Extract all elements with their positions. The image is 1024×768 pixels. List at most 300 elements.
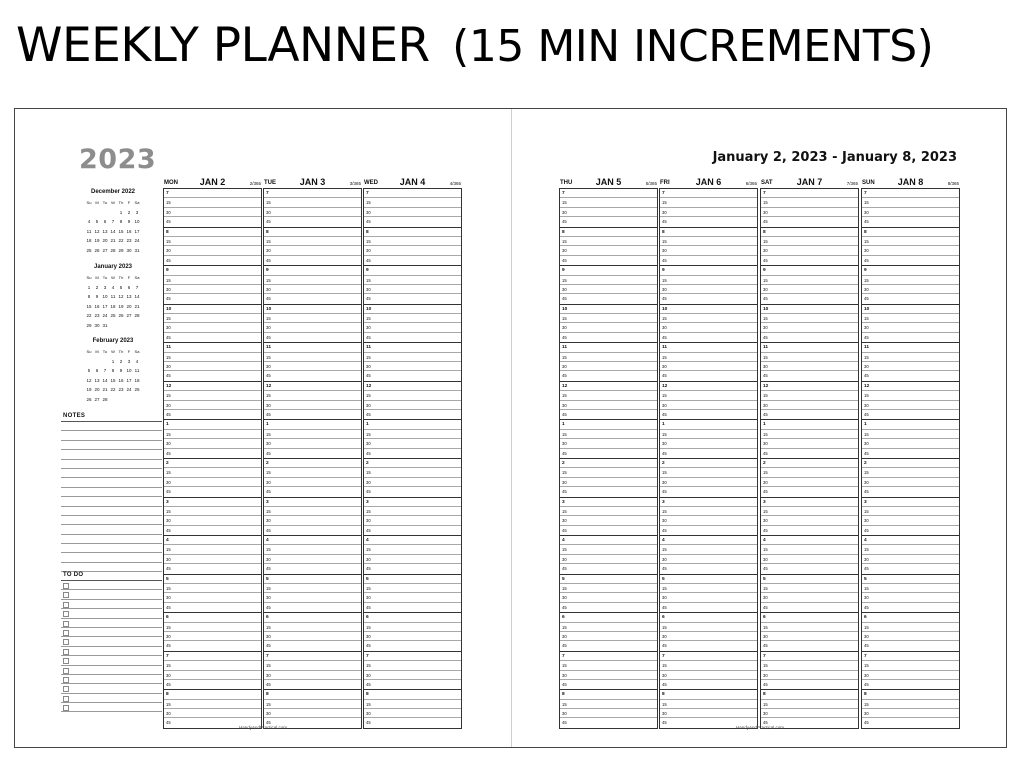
time-slot-hour[interactable]: 7	[164, 652, 261, 661]
time-slot-hour[interactable]: 10	[660, 305, 757, 314]
time-slot-hour[interactable]: 8	[164, 690, 261, 699]
todo-item[interactable]	[61, 684, 162, 693]
note-line[interactable]	[61, 497, 162, 506]
time-slot-quarter[interactable]: 15	[364, 353, 461, 362]
time-slot-quarter[interactable]: 30	[264, 246, 361, 255]
time-slot-quarter[interactable]: 45	[864, 334, 869, 340]
time-slot-quarter[interactable]: 45	[166, 720, 171, 726]
time-slot-quarter[interactable]: 30	[364, 632, 461, 641]
checkbox-icon[interactable]	[63, 658, 69, 664]
time-slot-quarter[interactable]: 45	[864, 257, 869, 263]
time-slot-quarter[interactable]: 30	[264, 632, 361, 641]
time-slot-quarter[interactable]: 30	[164, 246, 261, 255]
time-slot-hour[interactable]: 1	[164, 420, 261, 429]
time-slot-hour[interactable]: 11	[862, 343, 959, 352]
time-slot-hour[interactable]: 5	[862, 575, 959, 584]
time-slot-hour[interactable]: 7	[761, 189, 858, 198]
time-slot-hour[interactable]: 6	[164, 613, 261, 622]
time-slot-quarter[interactable]: 15	[264, 276, 361, 285]
time-slot-quarter[interactable]: 45	[166, 373, 171, 379]
time-slot-quarter[interactable]: 45	[562, 411, 567, 417]
time-slot-quarter[interactable]: 15	[862, 430, 959, 439]
time-slot-quarter[interactable]: 15	[364, 468, 461, 477]
time-slot-hour[interactable]: 3	[660, 498, 757, 507]
note-line[interactable]	[61, 563, 162, 572]
time-slot-quarter[interactable]: 30	[164, 555, 261, 564]
time-slot-hour[interactable]: 4	[364, 536, 461, 545]
time-slot-hour[interactable]: 1	[761, 420, 858, 429]
checkbox-icon[interactable]	[63, 677, 69, 683]
time-slot-quarter[interactable]: 45	[266, 257, 271, 263]
time-slot-quarter[interactable]: 45	[266, 411, 271, 417]
time-slot-hour[interactable]: 11	[660, 343, 757, 352]
time-slot-quarter[interactable]: 45	[266, 450, 271, 456]
time-slot-hour[interactable]: 2	[862, 459, 959, 468]
time-slot-quarter[interactable]: 15	[164, 314, 261, 323]
time-slot-quarter[interactable]: 45	[266, 489, 271, 495]
time-slot-hour[interactable]: 11	[164, 343, 261, 352]
time-slot-hour[interactable]: 12	[761, 382, 858, 391]
note-line[interactable]	[61, 469, 162, 478]
time-slot-hour[interactable]: 2	[761, 459, 858, 468]
time-slot-quarter[interactable]: 30	[560, 246, 657, 255]
time-slot-quarter[interactable]: 45	[366, 681, 371, 687]
time-slot-quarter[interactable]: 15	[164, 353, 261, 362]
time-slot-quarter[interactable]: 30	[364, 516, 461, 525]
time-slot-quarter[interactable]: 15	[364, 545, 461, 554]
time-slot-quarter[interactable]: 45	[366, 450, 371, 456]
time-slot-quarter[interactable]: 15	[862, 198, 959, 207]
time-slot-quarter[interactable]: 30	[264, 671, 361, 680]
time-slot-hour[interactable]: 12	[862, 382, 959, 391]
time-slot-quarter[interactable]: 15	[660, 623, 757, 632]
time-slot-hour[interactable]: 3	[560, 498, 657, 507]
time-slot-quarter[interactable]: 30	[761, 439, 858, 448]
time-slot-quarter[interactable]: 45	[864, 681, 869, 687]
time-slot-quarter[interactable]: 30	[862, 323, 959, 332]
time-slot-quarter[interactable]: 45	[562, 334, 567, 340]
time-slot-quarter[interactable]: 15	[862, 700, 959, 709]
time-slot-quarter[interactable]: 30	[660, 323, 757, 332]
time-slot-quarter[interactable]: 15	[560, 430, 657, 439]
time-slot-quarter[interactable]: 15	[264, 430, 361, 439]
time-slot-hour[interactable]: 4	[560, 536, 657, 545]
note-line[interactable]	[61, 450, 162, 459]
time-slot-hour[interactable]: 1	[264, 420, 361, 429]
time-slot-quarter[interactable]: 45	[763, 604, 768, 610]
time-slot-hour[interactable]: 4	[264, 536, 361, 545]
time-slot-quarter[interactable]: 15	[364, 391, 461, 400]
time-slot-quarter[interactable]: 45	[864, 450, 869, 456]
time-slot-quarter[interactable]: 30	[761, 246, 858, 255]
time-slot-quarter[interactable]: 45	[662, 720, 667, 726]
time-slot-quarter[interactable]: 30	[264, 555, 361, 564]
time-slot-quarter[interactable]: 30	[364, 362, 461, 371]
time-slot-quarter[interactable]: 45	[366, 527, 371, 533]
time-slot-quarter[interactable]: 30	[560, 362, 657, 371]
time-slot-hour[interactable]: 10	[164, 305, 261, 314]
time-slot-quarter[interactable]: 30	[164, 323, 261, 332]
time-slot-quarter[interactable]: 15	[164, 198, 261, 207]
time-slot-quarter[interactable]: 45	[763, 257, 768, 263]
time-slot-quarter[interactable]: 45	[366, 334, 371, 340]
time-slot-quarter[interactable]: 45	[864, 219, 869, 225]
time-slot-quarter[interactable]: 45	[366, 566, 371, 572]
note-line[interactable]	[61, 525, 162, 534]
checkbox-icon[interactable]	[63, 668, 69, 674]
time-slot-hour[interactable]: 6	[364, 613, 461, 622]
time-slot-quarter[interactable]: 30	[761, 555, 858, 564]
checkbox-icon[interactable]	[63, 705, 69, 711]
note-line[interactable]	[61, 478, 162, 487]
time-slot-quarter[interactable]: 45	[562, 373, 567, 379]
time-slot-quarter[interactable]: 15	[164, 661, 261, 670]
time-slot-quarter[interactable]: 15	[560, 314, 657, 323]
time-slot-hour[interactable]: 2	[660, 459, 757, 468]
time-slot-quarter[interactable]: 15	[660, 276, 757, 285]
time-slot-hour[interactable]: 3	[264, 498, 361, 507]
time-slot-hour[interactable]: 6	[862, 613, 959, 622]
time-slot-quarter[interactable]: 45	[366, 296, 371, 302]
time-slot-quarter[interactable]: 15	[264, 468, 361, 477]
time-slot-quarter[interactable]: 30	[164, 671, 261, 680]
time-slot-quarter[interactable]: 15	[164, 430, 261, 439]
time-slot-quarter[interactable]: 15	[560, 198, 657, 207]
time-slot-quarter[interactable]: 15	[862, 661, 959, 670]
time-slot-quarter[interactable]: 30	[364, 246, 461, 255]
time-slot-quarter[interactable]: 30	[862, 439, 959, 448]
time-slot-quarter[interactable]: 15	[164, 468, 261, 477]
time-slot-quarter[interactable]: 30	[761, 323, 858, 332]
time-slot-quarter[interactable]: 15	[862, 391, 959, 400]
time-slot-quarter[interactable]: 30	[660, 401, 757, 410]
time-slot-quarter[interactable]: 30	[862, 632, 959, 641]
time-slot-quarter[interactable]: 30	[862, 208, 959, 217]
time-slot-quarter[interactable]: 30	[660, 439, 757, 448]
time-slot-quarter[interactable]: 15	[264, 237, 361, 246]
time-slot-hour[interactable]: 3	[364, 498, 461, 507]
time-slot-quarter[interactable]: 30	[560, 478, 657, 487]
time-slot-quarter[interactable]: 45	[266, 604, 271, 610]
time-slot-quarter[interactable]: 15	[761, 276, 858, 285]
time-slot-quarter[interactable]: 15	[264, 353, 361, 362]
time-slot-quarter[interactable]: 45	[662, 219, 667, 225]
checkbox-icon[interactable]	[63, 611, 69, 617]
time-slot-hour[interactable]: 1	[862, 420, 959, 429]
todo-item[interactable]	[61, 628, 162, 637]
time-slot-hour[interactable]: 8	[660, 228, 757, 237]
time-slot-quarter[interactable]: 30	[560, 285, 657, 294]
time-slot-hour[interactable]: 8	[264, 690, 361, 699]
time-slot-quarter[interactable]: 45	[662, 681, 667, 687]
time-slot-quarter[interactable]: 30	[862, 555, 959, 564]
note-line[interactable]	[61, 544, 162, 553]
time-slot-quarter[interactable]: 30	[264, 362, 361, 371]
time-slot-hour[interactable]: 7	[264, 652, 361, 661]
time-slot-quarter[interactable]: 45	[662, 604, 667, 610]
time-slot-hour[interactable]: 7	[364, 652, 461, 661]
time-slot-quarter[interactable]: 45	[763, 643, 768, 649]
time-slot-quarter[interactable]: 15	[862, 314, 959, 323]
time-slot-quarter[interactable]: 45	[166, 489, 171, 495]
time-slot-quarter[interactable]: 30	[264, 285, 361, 294]
note-line[interactable]	[61, 516, 162, 525]
time-slot-quarter[interactable]: 45	[266, 681, 271, 687]
time-slot-quarter[interactable]: 45	[864, 527, 869, 533]
time-slot-quarter[interactable]: 30	[862, 285, 959, 294]
time-slot-hour[interactable]: 5	[264, 575, 361, 584]
time-slot-quarter[interactable]: 15	[264, 661, 361, 670]
time-slot-quarter[interactable]: 30	[660, 593, 757, 602]
time-slot-quarter[interactable]: 45	[166, 257, 171, 263]
time-slot-quarter[interactable]: 15	[560, 623, 657, 632]
todo-item[interactable]	[61, 647, 162, 656]
time-slot-quarter[interactable]: 30	[660, 709, 757, 718]
time-slot-quarter[interactable]: 15	[560, 584, 657, 593]
time-slot-quarter[interactable]: 15	[364, 584, 461, 593]
time-slot-quarter[interactable]: 15	[660, 198, 757, 207]
time-slot-quarter[interactable]: 45	[864, 720, 869, 726]
time-slot-hour[interactable]: 4	[862, 536, 959, 545]
time-slot-hour[interactable]: 3	[164, 498, 261, 507]
time-slot-quarter[interactable]: 45	[366, 643, 371, 649]
time-slot-hour[interactable]: 6	[264, 613, 361, 622]
time-slot-quarter[interactable]: 15	[560, 468, 657, 477]
time-slot-quarter[interactable]: 30	[164, 709, 261, 718]
todo-item[interactable]	[61, 609, 162, 618]
checkbox-icon[interactable]	[63, 583, 69, 589]
time-slot-hour[interactable]: 8	[761, 690, 858, 699]
time-slot-quarter[interactable]: 15	[660, 430, 757, 439]
todo-item[interactable]	[61, 694, 162, 703]
time-slot-quarter[interactable]: 15	[761, 468, 858, 477]
time-slot-quarter[interactable]: 30	[364, 401, 461, 410]
time-slot-hour[interactable]: 10	[364, 305, 461, 314]
time-slot-quarter[interactable]: 45	[166, 411, 171, 417]
time-slot-quarter[interactable]: 45	[864, 296, 869, 302]
time-slot-quarter[interactable]: 30	[761, 709, 858, 718]
time-slot-quarter[interactable]: 45	[266, 219, 271, 225]
todo-item[interactable]	[61, 637, 162, 646]
time-slot-quarter[interactable]: 30	[660, 555, 757, 564]
time-slot-quarter[interactable]: 30	[862, 709, 959, 718]
time-slot-quarter[interactable]: 30	[364, 323, 461, 332]
time-slot-quarter[interactable]: 45	[166, 643, 171, 649]
todo-item[interactable]	[61, 581, 162, 590]
time-slot-quarter[interactable]: 45	[763, 450, 768, 456]
time-slot-hour[interactable]: 11	[761, 343, 858, 352]
checkbox-icon[interactable]	[63, 696, 69, 702]
time-slot-quarter[interactable]: 15	[164, 237, 261, 246]
time-slot-quarter[interactable]: 15	[164, 276, 261, 285]
note-line[interactable]	[61, 553, 162, 562]
time-slot-quarter[interactable]: 45	[562, 296, 567, 302]
todo-item[interactable]	[61, 656, 162, 665]
checkbox-icon[interactable]	[63, 686, 69, 692]
time-slot-hour[interactable]: 7	[560, 652, 657, 661]
time-slot-quarter[interactable]: 45	[662, 296, 667, 302]
time-slot-quarter[interactable]: 30	[761, 285, 858, 294]
time-slot-hour[interactable]: 12	[560, 382, 657, 391]
time-slot-quarter[interactable]: 30	[761, 401, 858, 410]
time-slot-quarter[interactable]: 30	[761, 362, 858, 371]
time-slot-quarter[interactable]: 45	[864, 604, 869, 610]
time-slot-hour[interactable]: 5	[164, 575, 261, 584]
time-slot-quarter[interactable]: 45	[662, 643, 667, 649]
time-slot-quarter[interactable]: 45	[662, 373, 667, 379]
time-slot-hour[interactable]: 5	[660, 575, 757, 584]
time-slot-quarter[interactable]: 45	[662, 566, 667, 572]
time-slot-quarter[interactable]: 15	[364, 430, 461, 439]
time-slot-quarter[interactable]: 45	[864, 373, 869, 379]
time-slot-quarter[interactable]: 45	[864, 566, 869, 572]
time-slot-quarter[interactable]: 15	[364, 276, 461, 285]
time-slot-quarter[interactable]: 45	[763, 489, 768, 495]
time-slot-quarter[interactable]: 15	[364, 700, 461, 709]
time-slot-quarter[interactable]: 45	[166, 527, 171, 533]
time-slot-quarter[interactable]: 30	[560, 709, 657, 718]
time-slot-quarter[interactable]: 30	[364, 285, 461, 294]
time-slot-quarter[interactable]: 15	[862, 623, 959, 632]
time-slot-quarter[interactable]: 45	[266, 720, 271, 726]
time-slot-quarter[interactable]: 45	[266, 643, 271, 649]
time-slot-hour[interactable]: 12	[164, 382, 261, 391]
time-slot-hour[interactable]: 8	[862, 228, 959, 237]
time-slot-quarter[interactable]: 30	[560, 593, 657, 602]
time-slot-hour[interactable]: 11	[264, 343, 361, 352]
time-slot-quarter[interactable]: 15	[761, 237, 858, 246]
time-slot-quarter[interactable]: 30	[264, 439, 361, 448]
time-slot-quarter[interactable]: 30	[264, 401, 361, 410]
time-slot-quarter[interactable]: 15	[264, 623, 361, 632]
time-slot-hour[interactable]: 2	[164, 459, 261, 468]
time-slot-hour[interactable]: 7	[264, 189, 361, 198]
time-slot-quarter[interactable]: 15	[560, 353, 657, 362]
time-slot-quarter[interactable]: 30	[164, 632, 261, 641]
checkbox-icon[interactable]	[63, 649, 69, 655]
time-slot-hour[interactable]: 8	[761, 228, 858, 237]
time-slot-hour[interactable]: 8	[264, 228, 361, 237]
time-slot-hour[interactable]: 8	[560, 690, 657, 699]
time-slot-quarter[interactable]: 30	[164, 285, 261, 294]
time-slot-quarter[interactable]: 30	[264, 323, 361, 332]
time-slot-quarter[interactable]: 30	[761, 632, 858, 641]
time-slot-quarter[interactable]: 15	[560, 507, 657, 516]
checkbox-icon[interactable]	[63, 639, 69, 645]
time-slot-quarter[interactable]: 15	[660, 468, 757, 477]
time-slot-quarter[interactable]: 30	[862, 516, 959, 525]
time-slot-quarter[interactable]: 30	[862, 362, 959, 371]
time-slot-quarter[interactable]: 30	[164, 208, 261, 217]
time-slot-hour[interactable]: 12	[364, 382, 461, 391]
time-slot-quarter[interactable]: 45	[763, 334, 768, 340]
time-slot-quarter[interactable]: 30	[862, 401, 959, 410]
todo-item[interactable]	[61, 600, 162, 609]
time-slot-quarter[interactable]: 15	[560, 661, 657, 670]
time-slot-quarter[interactable]: 45	[662, 489, 667, 495]
time-slot-hour[interactable]: 4	[164, 536, 261, 545]
time-slot-quarter[interactable]: 15	[862, 237, 959, 246]
time-slot-quarter[interactable]: 45	[562, 527, 567, 533]
time-slot-quarter[interactable]: 15	[660, 661, 757, 670]
time-slot-quarter[interactable]: 30	[862, 593, 959, 602]
time-slot-hour[interactable]: 6	[761, 613, 858, 622]
time-slot-quarter[interactable]: 15	[660, 545, 757, 554]
time-slot-hour[interactable]: 9	[761, 266, 858, 275]
time-slot-quarter[interactable]: 15	[164, 623, 261, 632]
time-slot-quarter[interactable]: 30	[364, 671, 461, 680]
time-slot-quarter[interactable]: 15	[761, 198, 858, 207]
time-slot-quarter[interactable]: 15	[761, 661, 858, 670]
time-slot-quarter[interactable]: 45	[763, 373, 768, 379]
checkbox-icon[interactable]	[63, 602, 69, 608]
time-slot-quarter[interactable]: 30	[164, 516, 261, 525]
time-slot-hour[interactable]: 7	[660, 652, 757, 661]
note-line[interactable]	[61, 488, 162, 497]
time-slot-quarter[interactable]: 45	[166, 566, 171, 572]
time-slot-hour[interactable]: 8	[164, 228, 261, 237]
time-slot-hour[interactable]: 4	[660, 536, 757, 545]
time-slot-quarter[interactable]: 45	[266, 373, 271, 379]
time-slot-quarter[interactable]: 15	[862, 584, 959, 593]
todo-item[interactable]	[61, 703, 162, 712]
time-slot-hour[interactable]: 12	[660, 382, 757, 391]
todo-item[interactable]	[61, 619, 162, 628]
time-slot-quarter[interactable]: 45	[166, 334, 171, 340]
time-slot-quarter[interactable]: 30	[164, 439, 261, 448]
time-slot-quarter[interactable]: 45	[763, 720, 768, 726]
time-slot-hour[interactable]: 9	[264, 266, 361, 275]
time-slot-quarter[interactable]: 45	[366, 720, 371, 726]
time-slot-quarter[interactable]: 30	[560, 401, 657, 410]
time-slot-quarter[interactable]: 45	[662, 411, 667, 417]
time-slot-quarter[interactable]: 30	[560, 208, 657, 217]
time-slot-hour[interactable]: 5	[560, 575, 657, 584]
time-slot-quarter[interactable]: 15	[364, 314, 461, 323]
time-slot-hour[interactable]: 2	[364, 459, 461, 468]
time-slot-hour[interactable]: 8	[364, 228, 461, 237]
time-slot-quarter[interactable]: 45	[562, 681, 567, 687]
time-slot-hour[interactable]: 5	[761, 575, 858, 584]
time-slot-quarter[interactable]: 30	[560, 671, 657, 680]
time-slot-quarter[interactable]: 15	[560, 391, 657, 400]
time-slot-quarter[interactable]: 15	[761, 314, 858, 323]
time-slot-hour[interactable]: 2	[264, 459, 361, 468]
time-slot-quarter[interactable]: 30	[761, 671, 858, 680]
time-slot-quarter[interactable]: 15	[164, 391, 261, 400]
time-slot-hour[interactable]: 8	[862, 690, 959, 699]
time-slot-hour[interactable]: 6	[660, 613, 757, 622]
time-slot-quarter[interactable]: 45	[366, 604, 371, 610]
note-line[interactable]	[61, 441, 162, 450]
time-slot-quarter[interactable]: 15	[364, 198, 461, 207]
time-slot-hour[interactable]: 1	[660, 420, 757, 429]
time-slot-quarter[interactable]: 15	[761, 623, 858, 632]
time-slot-hour[interactable]: 12	[264, 382, 361, 391]
time-slot-quarter[interactable]: 45	[864, 643, 869, 649]
time-slot-quarter[interactable]: 45	[763, 296, 768, 302]
time-slot-quarter[interactable]: 15	[761, 700, 858, 709]
time-slot-quarter[interactable]: 45	[562, 604, 567, 610]
time-slot-quarter[interactable]: 15	[164, 700, 261, 709]
time-slot-quarter[interactable]: 15	[264, 700, 361, 709]
time-slot-quarter[interactable]: 30	[660, 285, 757, 294]
time-slot-quarter[interactable]: 30	[364, 593, 461, 602]
time-slot-hour[interactable]: 9	[560, 266, 657, 275]
todo-item[interactable]	[61, 675, 162, 684]
time-slot-quarter[interactable]: 45	[562, 219, 567, 225]
time-slot-quarter[interactable]: 15	[761, 545, 858, 554]
